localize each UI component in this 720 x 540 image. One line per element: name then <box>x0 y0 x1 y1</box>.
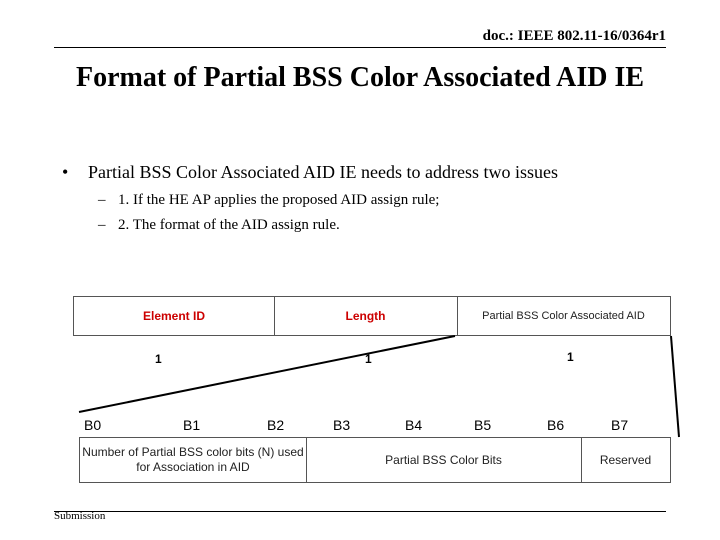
bit-label-b3: B3 <box>333 417 351 433</box>
document-id: doc.: IEEE 802.11-16/0364r1 <box>482 28 666 44</box>
field-length: Length <box>274 297 458 335</box>
expansion-line-right <box>671 336 679 437</box>
sub-item-text: 2. The format of the AID assign rule. <box>118 217 340 233</box>
footer-rule <box>54 511 666 512</box>
bit-label-b4: B4 <box>405 417 423 433</box>
field-partial-bss-color-aid: Partial BSS Color Associated AID <box>482 310 645 322</box>
octet-count-aid: 1 <box>567 350 574 364</box>
bullet-text: Partial BSS Color Associated AID IE needs to address two issues <box>88 162 558 182</box>
bit-label-b6: B6 <box>547 417 565 433</box>
bit-label-b0: B0 <box>84 417 102 433</box>
octet-count-element-id: 1 <box>155 352 162 366</box>
bit-label-b1: B1 <box>183 417 201 433</box>
subfield-reserved: Reserved <box>599 453 652 467</box>
bit-label-b2: B2 <box>267 417 285 433</box>
field-element-id: Element ID <box>74 297 275 335</box>
octet-count-length: 1 <box>365 352 372 366</box>
dash-symbol: – <box>98 192 106 208</box>
aid-subfield-table <box>79 437 671 483</box>
expansion-line-left <box>79 336 455 412</box>
dash-symbol: – <box>98 217 106 233</box>
bit-label-b5: B5 <box>474 417 492 433</box>
bit-label-b7: B7 <box>611 417 629 433</box>
sub-item-text: 1. If the HE AP applies the proposed AID assign rule; <box>118 192 440 208</box>
footer-submission: Submission <box>54 510 106 522</box>
subfield-num-color-bits: Number of Partial BSS color bits (N) used for Association in AID <box>80 438 307 482</box>
subfield-partial-bss-color-bits: Partial BSS Color Bits <box>306 438 582 482</box>
slide-title: Format of Partial BSS Color Associated AID IE <box>75 62 645 93</box>
bullet-symbol: • <box>62 162 69 182</box>
